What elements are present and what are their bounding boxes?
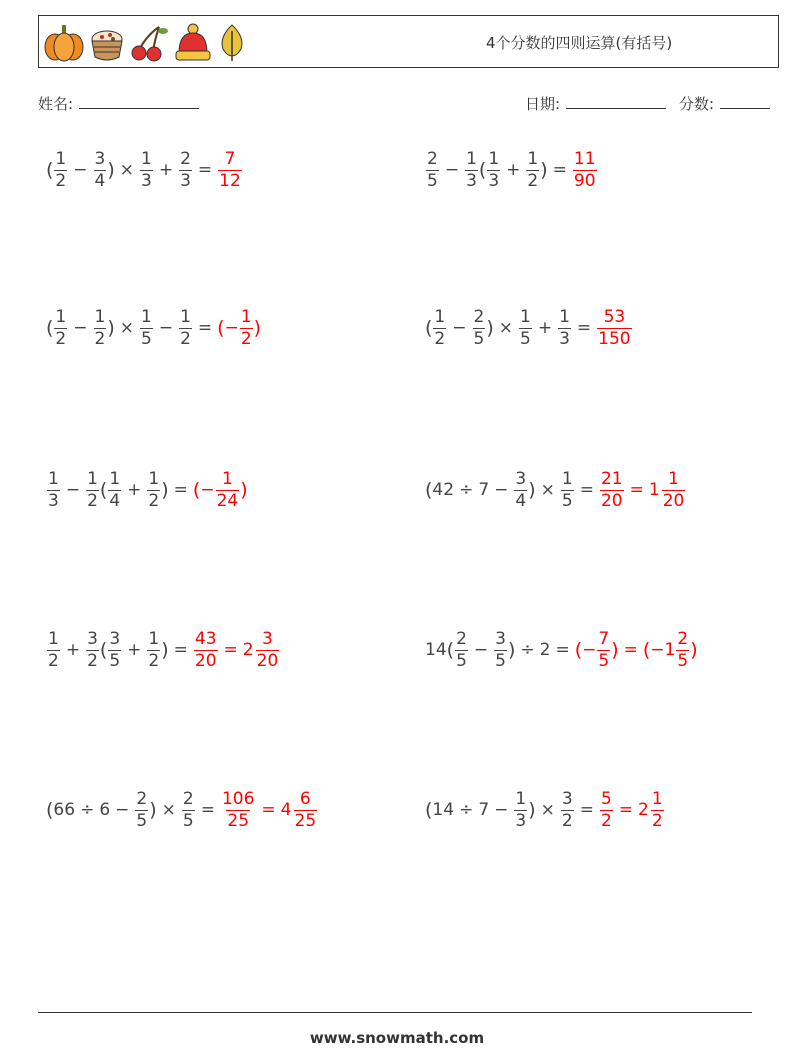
answer-2: $\frac{11}{90}$ [573, 148, 596, 191]
problem-5: $\frac{1}{3}$ − $\frac{1}{2}$ ( $\frac{1}{4}$ + $\frac{1}{2}$ ) = ( − $\frac{1}{24}$ ) [48, 468, 248, 511]
worksheet-header [38, 15, 779, 68]
answer-9: $\frac{106}{25}$ = 4 $\frac{6}{25}$ [221, 788, 317, 831]
name-label: 姓名: [38, 95, 74, 113]
winter-hat-icon [173, 23, 213, 63]
answer-6: $\frac{21}{20}$ = 1 $\frac{1}{20}$ [600, 468, 685, 511]
answer-7: $\frac{43}{20}$ = 2 $\frac{3}{20}$ [194, 628, 279, 671]
answer-8: ( − $\frac{7}{5}$ ) = ( −1 $\frac{2}{5}$ ) [574, 628, 698, 671]
problem-6: ( 42 ÷ 7 − $\frac{3}{4}$ ) × $\frac{1}{5}$ = $\frac{21}{20}$ = 1 $\frac{1}{20}$ [425, 468, 685, 511]
score-label: 分数: [679, 95, 715, 113]
score-field [679, 93, 770, 114]
name-blank[interactable] [79, 94, 199, 109]
footer-divider [38, 1012, 752, 1013]
answer-3: ( − $\frac{1}{2}$ ) [217, 306, 262, 349]
score-blank[interactable] [720, 94, 770, 109]
problem-8: 14 ( $\frac{2}{5}$ − $\frac{3}{5}$ ) ÷ 2 = ( − $\frac{7}{5}$ ) = ( −1 $\frac{2}{5}$ ) [425, 628, 698, 671]
footer-url[interactable]: www.snowmath.com [309, 1029, 485, 1047]
worksheet-title: 4个分数的四则运算(有括号) [486, 34, 673, 52]
answer-5: ( − $\frac{1}{24}$ ) [192, 468, 248, 511]
problem-3: ( $\frac{1}{2}$ − $\frac{1}{2}$ ) × $\frac{1}{5}$ − $\frac{1}{2}$ = ( − $\frac{1}{2}$ ) [46, 306, 262, 349]
problem-2: $\frac{2}{5}$ − $\frac{1}{3}$ ( $\frac{1}{3}$ + $\frac{1}{2}$ ) = $\frac{11}{90}$ [427, 148, 596, 191]
pie-basket-icon [89, 23, 125, 63]
leaf-icon [217, 23, 247, 63]
pumpkin-icon [43, 23, 85, 63]
cherries-icon [129, 23, 169, 63]
header-icons [43, 21, 247, 65]
date-blank[interactable] [566, 94, 666, 109]
problem-4: ( $\frac{1}{2}$ − $\frac{2}{5}$ ) × $\frac{1}{5}$ + $\frac{1}{3}$ = $\frac{53}{150}$ [425, 306, 631, 349]
date-field [525, 93, 666, 114]
name-field [38, 93, 199, 114]
problem-9: ( 66 ÷ 6 − $\frac{2}{5}$ ) × $\frac{2}{5}$ = $\frac{106}{25}$ = 4 $\frac{6}{25}$ [46, 788, 317, 831]
answer-10: $\frac{5}{2}$ = 2 $\frac{1}{2}$ [600, 788, 663, 831]
problem-1: ( $\frac{1}{2}$ − $\frac{3}{4}$ ) × $\frac{1}{3}$ + $\frac{2}{3}$ = $\frac{7}{12}$ [46, 148, 241, 191]
answer-1: $\frac{7}{12}$ [219, 148, 241, 191]
problem-10: ( 14 ÷ 7 − $\frac{1}{3}$ ) × $\frac{3}{2}$ = $\frac{5}{2}$ = 2 $\frac{1}{2}$ [425, 788, 663, 831]
date-label: 日期: [525, 95, 561, 113]
answer-4: $\frac{53}{150}$ [598, 306, 631, 349]
problem-7: $\frac{1}{2}$ + $\frac{3}{2}$ ( $\frac{3}{5}$ + $\frac{1}{2}$ ) = $\frac{43}{20}$ = 2 $\frac{3}{20}$ [48, 628, 279, 671]
